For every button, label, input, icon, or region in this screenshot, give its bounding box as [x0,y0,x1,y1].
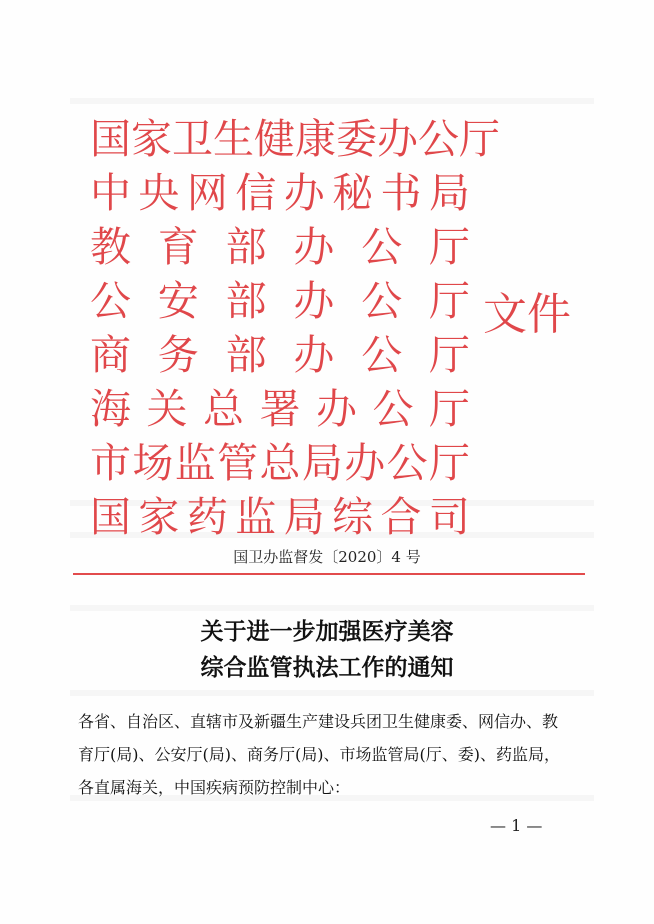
issuer-char: 署 [259,385,301,433]
addressee-line: 各直属海关，中国疾病预防控制中心： [78,778,351,797]
issuer-char: 公 [418,115,459,163]
issuer-char: 公 [386,439,428,487]
addressee-block [78,705,588,804]
document-number: 国卫办监督发〔2020〕4 号 [233,548,421,566]
issuer-char: 公 [361,331,403,379]
issuer-char: 药 [186,493,228,541]
issuer-char: 厅 [429,385,470,433]
scan-artifact [70,98,594,104]
addressee-line: 各省、自治区、直辖市及新疆生产建设兵团卫生健康委、网信办、教 [78,712,559,731]
issuer-char: 健 [254,115,295,163]
issuer-char: 育 [157,223,199,271]
addressee-line: 育厅(局)、公安厅(局)、商务厅(局)、市场监管局(厅、委)、药监局， [78,745,560,764]
issuer-char: 部 [225,277,267,325]
issuer-char: 生 [213,115,254,163]
issuer-char: 公 [372,385,414,433]
issuer-char: 办 [316,385,357,433]
issuer-line [90,382,470,436]
issuer-char: 关 [146,385,188,433]
issuer-char: 信 [235,169,277,217]
issuer-char: 厅 [459,115,500,163]
issuer-line [90,220,470,274]
issuer-char: 厅 [428,331,470,379]
issuer-char: 局 [283,493,325,541]
issuer-char: 务 [157,331,199,379]
issuer-char: 监 [235,493,277,541]
issuer-line [90,328,470,382]
issuer-char: 局 [301,439,343,487]
issuer-char: 部 [225,223,267,271]
issuer-line [90,166,470,220]
issuer-char: 办 [293,331,335,379]
issuer-char: 市 [90,439,131,487]
issuer-char: 公 [361,277,403,325]
red-divider [73,573,585,575]
issuer-char: 监 [174,439,216,487]
issuer-char: 厅 [429,439,470,487]
issuer-char: 办 [293,223,335,271]
issuer-char: 局 [428,169,470,217]
issuer-char: 中 [90,169,131,217]
issuer-char: 秘 [332,169,374,217]
scan-artifact [70,690,594,696]
issuer-char: 总 [203,385,244,433]
issuer-char: 网 [186,169,228,217]
issuer-char: 厅 [428,223,470,271]
document-suffix: 文件 [483,289,571,340]
issuer-char: 央 [138,169,180,217]
issuer-char: 委 [336,115,377,163]
issuer-char: 家 [138,493,180,541]
issuer-char: 办 [293,277,335,325]
page-number: — 1 — [490,816,543,835]
issuing-agencies [90,112,500,544]
issuer-line [90,490,470,544]
issuer-char: 办 [377,115,418,163]
scan-artifact [70,605,594,611]
issuer-line [90,274,470,328]
title-line: 关于进一步加强医疗美容 [200,619,454,645]
issuer-char: 商 [90,331,131,379]
issuer-line [90,436,470,490]
issuer-char: 教 [90,223,131,271]
issuer-char: 安 [157,277,199,325]
issuer-char: 海 [90,385,131,433]
issuer-char: 综 [332,493,374,541]
issuer-char: 部 [225,331,267,379]
issuer-char: 管 [217,439,259,487]
issuer-char: 厅 [428,277,470,325]
issuer-char: 办 [283,169,325,217]
issuer-char: 书 [380,169,422,217]
issuer-char: 办 [344,439,386,487]
issuer-char: 卫 [172,115,213,163]
issuer-char: 国 [90,493,131,541]
issuer-char: 场 [132,439,174,487]
issuer-char: 合 [380,493,422,541]
issuer-char: 司 [428,493,470,541]
title-line: 综合监管执法工作的通知 [200,655,454,681]
issuer-line [90,112,500,166]
issuer-char: 康 [295,115,336,163]
issuer-char: 公 [90,277,131,325]
issuer-char: 总 [259,439,301,487]
issuer-char: 家 [131,115,172,163]
issuer-char: 国 [90,115,131,163]
issuer-char: 公 [361,223,403,271]
document-title [0,614,654,686]
